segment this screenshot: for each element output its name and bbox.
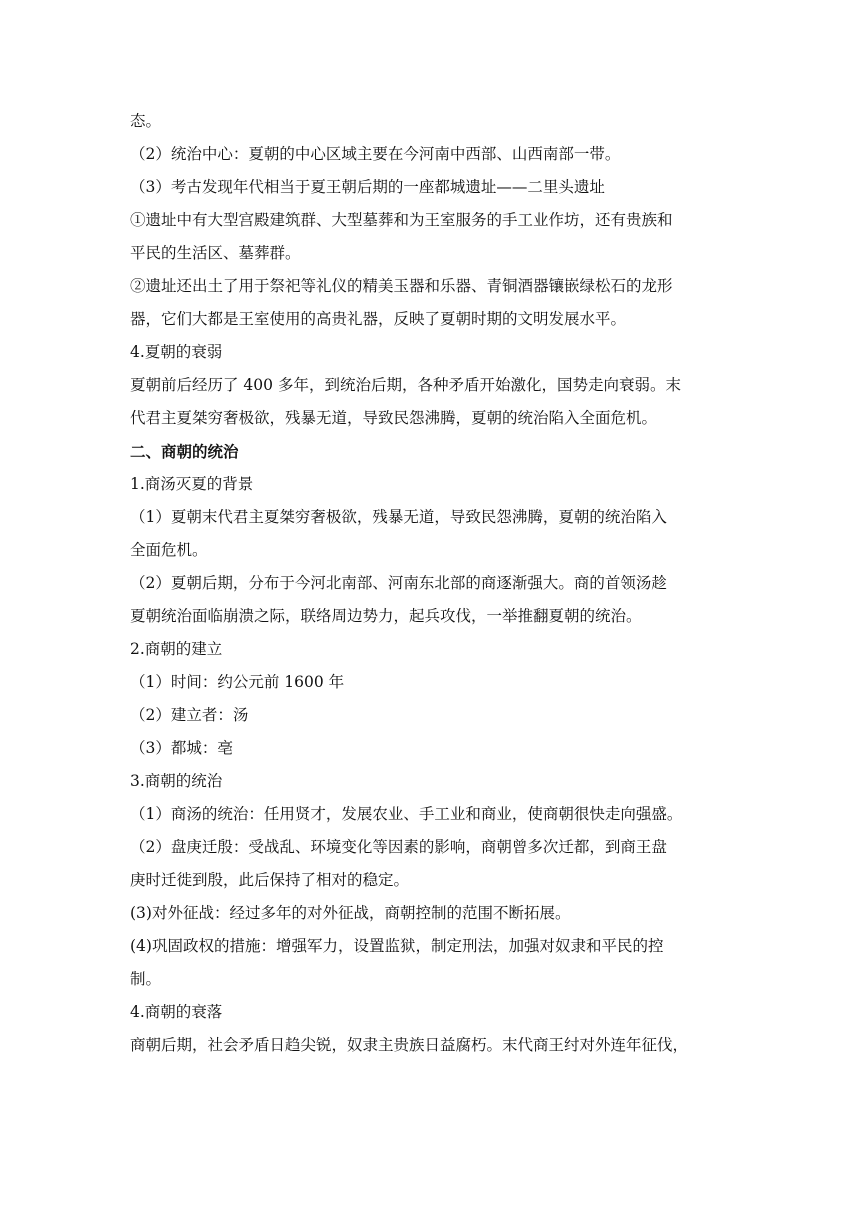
text-line: (4)巩固政权的措施：增强军力，设置监狱，制定刑法，加强对奴隶和平民的控 xyxy=(130,937,664,955)
text-line: 器，它们大都是王室使用的高贵礼器，反映了夏朝时期的文明发展水平。 xyxy=(130,310,627,328)
text-line: 夏朝统治面临崩溃之际，联络周边势力，起兵攻伐，一举推翻夏朝的统治。 xyxy=(130,607,642,625)
text-line: 平民的生活区、墓葬群。 xyxy=(130,244,301,262)
text-line: 代君主夏桀穷奢极欲，残暴无道，导致民怨沸腾，夏朝的统治陷入全面危机。 xyxy=(130,409,658,427)
section-heading: 1.商汤灭夏的背景 xyxy=(130,475,254,493)
text-line: （1）时间：约公元前 1600 年 xyxy=(130,673,345,691)
chapter-heading: 二、商朝的统治 xyxy=(130,442,239,461)
text-line: （2）盘庚迁殷：受战乱、环境变化等因素的影响，商朝曾多次迁都，到商王盘 xyxy=(130,838,667,856)
text-line: （2）建立者：汤 xyxy=(130,706,249,724)
section-heading: 4.夏朝的衰弱 xyxy=(130,343,223,361)
section-heading: 4.商朝的衰落 xyxy=(130,1003,223,1021)
text-line: （2）统治中心：夏朝的中心区域主要在今河南中西部、山西南部一带。 xyxy=(130,145,621,163)
section-heading: 3.商朝的统治 xyxy=(130,772,223,790)
text-line: 商朝后期，社会矛盾日趋尖锐，奴隶主贵族日益腐朽。末代商王纣对外连年征伐， xyxy=(130,1036,689,1054)
section-heading: 2.商朝的建立 xyxy=(130,640,223,658)
text-line: ②遗址还出土了用于祭祀等礼仪的精美玉器和乐器、青铜酒器镶嵌绿松石的龙形 xyxy=(130,277,673,295)
text-line: (3)对外征战：经过多年的对外征战，商朝控制的范围不断拓展。 xyxy=(130,904,571,922)
text-line: （2）夏朝后期，分布于今河北南部、河南东北部的商逐渐强大。商的首领汤趁 xyxy=(130,574,667,592)
text-line: 庚时迁徙到殷，此后保持了相对的稳定。 xyxy=(130,871,410,889)
text-line: 夏朝前后经历了 400 多年，到统治后期，各种矛盾开始激化，国势走向衰弱。末 xyxy=(130,376,681,394)
text-line: （1）商汤的统治：任用贤才，发展农业、手工业和商业，使商朝很快走向强盛。 xyxy=(130,805,683,823)
text-line: 态。 xyxy=(130,112,162,130)
text-line: （3）都城：亳 xyxy=(130,739,233,757)
document-page xyxy=(130,105,735,1062)
text-line: ①遗址中有大型宫殿建筑群、大型墓葬和为王室服务的手工业作坊，还有贵族和 xyxy=(130,211,673,229)
text-line: 制。 xyxy=(130,970,162,988)
text-line: （1）夏朝末代君主夏桀穷奢极欲，残暴无道，导致民怨沸腾，夏朝的统治陷入 xyxy=(130,508,667,526)
text-line: 全面危机。 xyxy=(130,541,208,559)
text-line: （3）考古发现年代相当于夏王朝后期的一座都城遗址——二里头遗址 xyxy=(130,178,605,196)
